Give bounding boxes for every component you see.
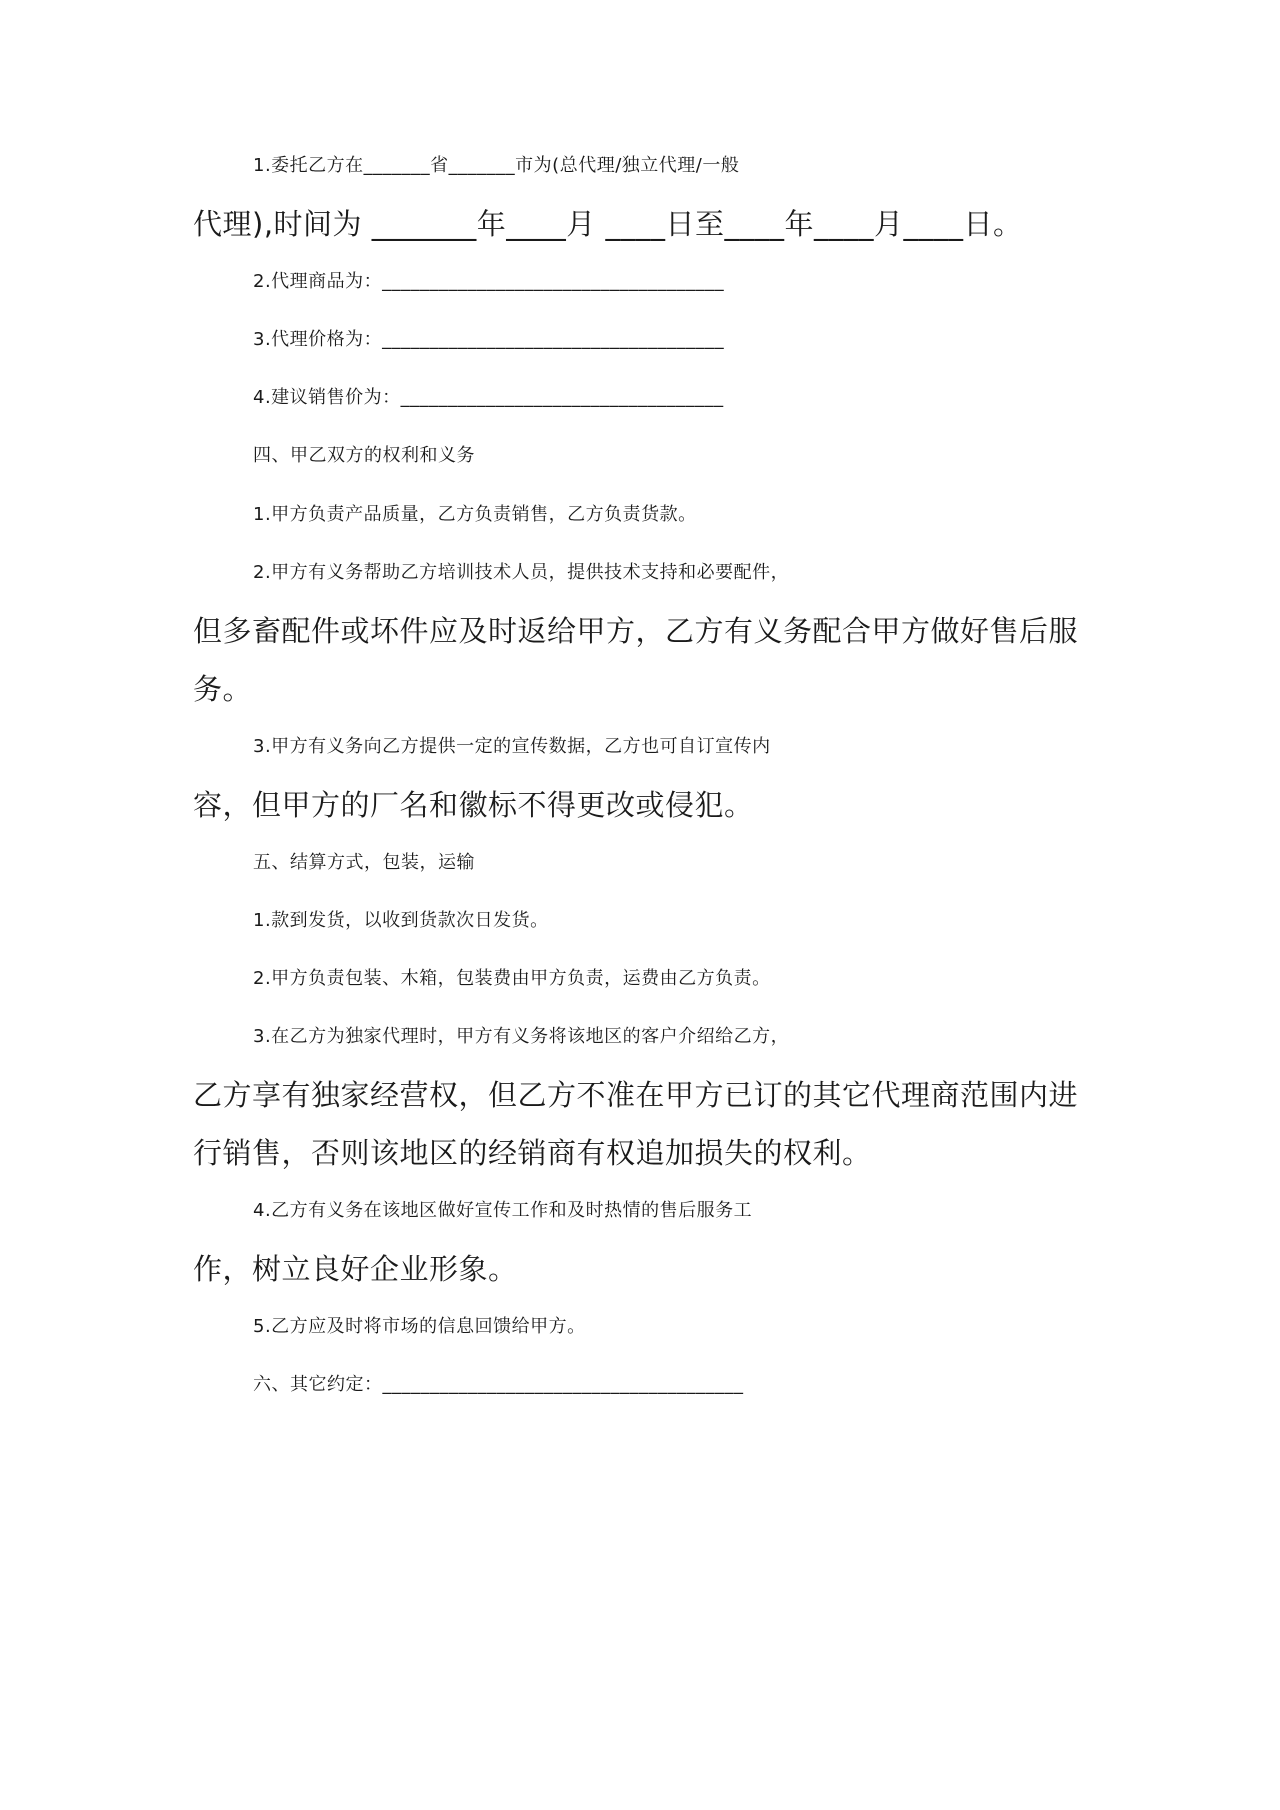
section-4-heading: 四、甲乙双方的权利和义务 — [253, 445, 475, 466]
clause-3-1-line-2: 代理),时间为 _______年____月 ____日至____年____月____日。 — [193, 207, 1023, 241]
clause-5-3-line-2: 乙方享有独家经营权，但乙方不准在甲方已订的其它代理商范围内进 — [193, 1078, 1079, 1112]
clause-4-2-line-1: 2.甲方有义务帮助乙方培训技术人员，提供技术支持和必要配件， — [253, 562, 790, 583]
clause-3-4: 4.建议销售价为：__________________________________ — [253, 387, 724, 408]
clause-5-4-line-1: 4.乙方有义务在该地区做好宣传工作和及时热情的售后服务工 — [253, 1200, 753, 1221]
clause-5-2: 2.甲方负责包装、木箱，包装费由甲方负责，运费由乙方负责。 — [253, 968, 771, 989]
clause-4-2-line-3: 务。 — [193, 672, 253, 706]
clause-5-4-line-2: 作，树立良好企业形象。 — [193, 1252, 518, 1286]
section-6-heading: 六、其它约定：______________________________________ — [253, 1374, 744, 1395]
clause-4-3-line-1: 3.甲方有义务向乙方提供一定的宣传数据，乙方也可自订宣传内 — [253, 736, 771, 757]
clause-5-5: 5.乙方应及时将市场的信息回馈给甲方。 — [253, 1316, 586, 1337]
clause-5-3-line-3: 行销售，否则该地区的经销商有权追加损失的权利。 — [193, 1136, 872, 1170]
clause-4-3-line-2: 容，但甲方的厂名和徽标不得更改或侵犯。 — [193, 788, 754, 822]
clause-4-1: 1.甲方负责产品质量，乙方负责销售，乙方负责货款。 — [253, 504, 697, 525]
clause-3-3: 3.代理价格为：____________________________________ — [253, 329, 725, 350]
clause-4-2-line-2: 但多畜配件或坏件应及时返给甲方，乙方有义务配合甲方做好售后服 — [193, 614, 1079, 648]
section-5-heading: 五、结算方式，包装，运输 — [253, 852, 475, 873]
clause-5-1: 1.款到发货，以收到货款次日发货。 — [253, 910, 549, 931]
clause-3-2: 2.代理商品为：____________________________________ — [253, 271, 725, 292]
clause-5-3-line-1: 3.在乙方为独家代理时，甲方有义务将该地区的客户介绍给乙方， — [253, 1026, 790, 1047]
clause-3-1-line-1: 1.委托乙方在_______省_______市为(总代理/独立代理/一般 — [253, 155, 740, 176]
